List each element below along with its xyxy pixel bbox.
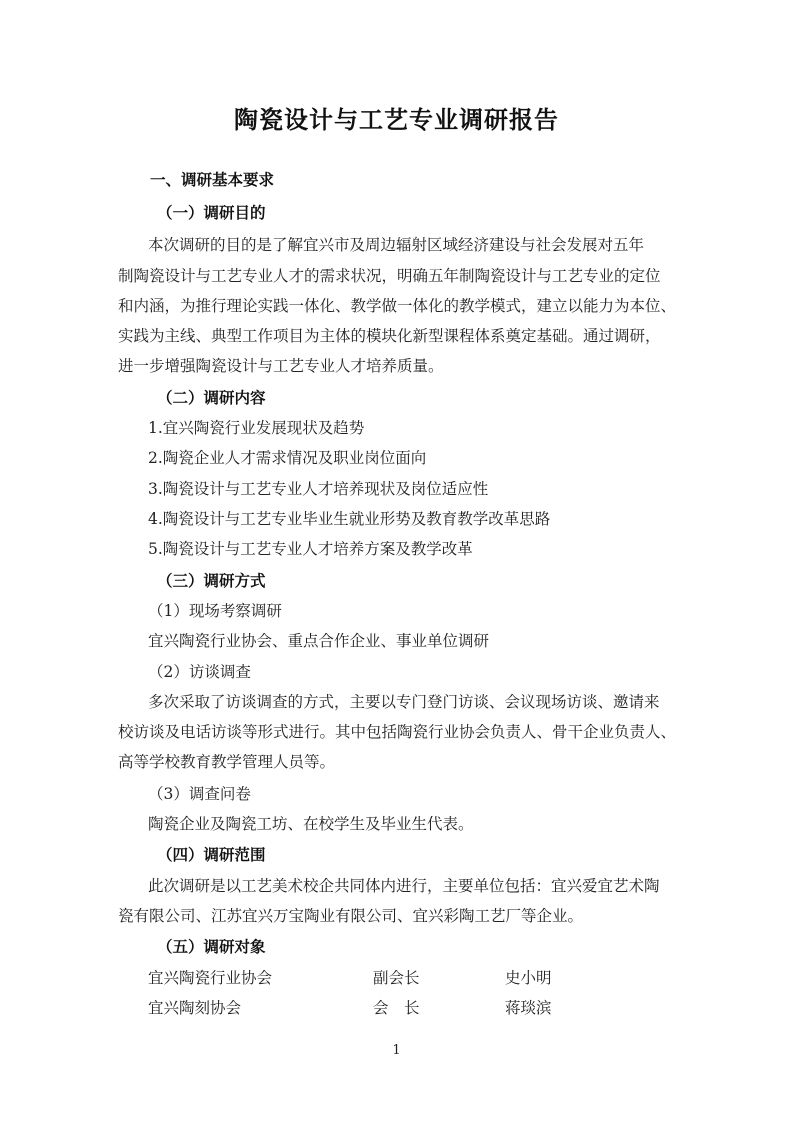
- subsection-heading: （三）调研方式: [157, 572, 266, 590]
- list-item: 3.陶瓷设计与工艺专业人才培养现状及岗位适应性: [148, 480, 489, 498]
- paragraph-line: 本次调研的目的是了解宜兴市及周边辐射区域经济建设与社会发展对五年: [148, 236, 645, 254]
- page-number: 1: [392, 1043, 401, 1058]
- paragraph-line: 进一步增强陶瓷设计与工艺专业人才培养质量。: [118, 357, 444, 375]
- target-name: 史小明: [505, 969, 552, 987]
- list-item: 1.宜兴陶瓷行业发展现状及趋势: [148, 419, 365, 437]
- subsection-heading: （五）调研对象: [157, 938, 266, 956]
- subsection-heading: （一）调研目的: [157, 204, 266, 222]
- paragraph-line: 高等学校教育教学管理人员等。: [118, 753, 336, 771]
- paragraph-line: 此次调研是以工艺美术校企共同体内进行，主要单位包括：宜兴爱宜艺术陶: [148, 877, 660, 895]
- paragraph-line: 宜兴陶瓷行业协会、重点合作企业、事业单位调研: [148, 632, 490, 650]
- paragraph-line: 制陶瓷设计与工艺专业人才的需求状况，明确五年制陶瓷设计与工艺专业的定位: [118, 267, 661, 285]
- target-role: 副会长: [373, 969, 420, 987]
- subsection-heading: （四）调研范围: [157, 846, 266, 864]
- target-org: 宜兴陶刻协会: [148, 999, 242, 1017]
- paragraph-line: 陶瓷企业及陶瓷工坊、在校学生及毕业生代表。: [148, 815, 474, 833]
- paragraph-line: 实践为主线、典型工作项目为主体的模块化新型课程体系奠定基础。通过调研，: [118, 327, 661, 345]
- paragraph-line: 多次采取了访谈调查的方式，主要以专门登门访谈、会议现场访谈、邀请来: [148, 693, 660, 711]
- list-item: 5.陶瓷设计与工艺专业人才培养方案及教学改革: [148, 540, 473, 558]
- target-org: 宜兴陶瓷行业协会: [148, 969, 273, 987]
- subsection-heading: （二）调研内容: [157, 389, 266, 407]
- target-name: 蒋琰滨: [505, 999, 552, 1017]
- list-item: 4.陶瓷设计与工艺专业毕业生就业形势及教育教学改革思路: [148, 510, 551, 528]
- page-title: 陶瓷设计与工艺专业调研报告: [234, 106, 559, 134]
- method-label: （1）现场考察调研: [148, 602, 282, 620]
- section-heading: 一、调研基本要求: [150, 171, 275, 189]
- paragraph-line: 校访谈及电话访谈等形式进行。其中包括陶瓷行业协会负责人、骨干企业负责人、: [118, 723, 677, 741]
- list-item: 2.陶瓷企业人才需求情况及职业岗位面向: [148, 449, 427, 467]
- paragraph-line: 瓷有限公司、江苏宜兴万宝陶业有限公司、宜兴彩陶工艺厂等企业。: [118, 907, 584, 925]
- method-label: （3）调查问卷: [148, 785, 251, 803]
- paragraph-line: 和内涵，为推行理论实践一体化、教学做一体化的教学模式，建立以能力为本位、: [118, 297, 677, 315]
- method-label: （2）访谈调查: [148, 663, 251, 681]
- target-role: 会 长: [373, 999, 420, 1017]
